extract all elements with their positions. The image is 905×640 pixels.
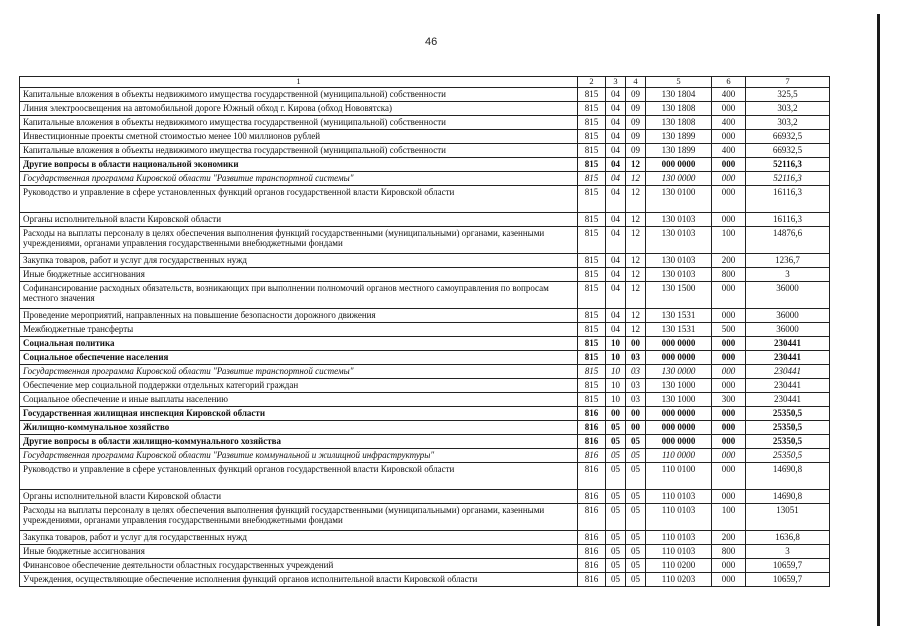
col-ved-code: 815 [578,281,606,308]
col-podrazdel: 03 [626,350,646,364]
col-amount: 25350,5 [746,420,830,434]
row-label: Межбюджетные трансферты [20,322,578,336]
col-amount: 36000 [746,308,830,322]
col-ved-code: 816 [578,489,606,503]
col-target-code: 130 1899 [646,143,712,157]
col-podrazdel: 12 [626,253,646,267]
col-ved-code: 815 [578,253,606,267]
col-ved-code: 815 [578,115,606,129]
col-ved-code: 815 [578,350,606,364]
col-podrazdel: 05 [626,462,646,489]
col-ved-code: 815 [578,87,606,101]
col-podrazdel: 05 [626,448,646,462]
table-row [20,530,830,544]
col-ved-code: 815 [578,392,606,406]
col-target-code: 000 0000 [646,157,712,171]
col-amount: 230441 [746,378,830,392]
col-razdel: 04 [606,212,626,226]
table-row [20,87,830,101]
col-expense-type: 000 [712,378,746,392]
table-row [20,336,830,350]
col-razdel: 05 [606,448,626,462]
col-amount: 16116,3 [746,185,830,212]
col-razdel: 10 [606,336,626,350]
table-row [20,350,830,364]
col-razdel: 10 [606,378,626,392]
col-expense-type: 300 [712,392,746,406]
col-expense-type: 400 [712,143,746,157]
table-row [20,157,830,171]
col-expense-type: 000 [712,185,746,212]
col-amount: 66932,5 [746,143,830,157]
col-amount: 25350,5 [746,448,830,462]
table-row [20,503,830,530]
col-razdel: 04 [606,267,626,281]
col-ved-code: 815 [578,101,606,115]
col-podrazdel: 03 [626,364,646,378]
col-razdel: 05 [606,434,626,448]
table-row [20,185,830,212]
col-podrazdel: 12 [626,171,646,185]
col-expense-type: 100 [712,503,746,530]
table-row [20,171,830,185]
col-razdel: 04 [606,157,626,171]
col-ved-code: 815 [578,129,606,143]
col-amount: 325,5 [746,87,830,101]
col-razdel: 04 [606,308,626,322]
col-razdel: 05 [606,558,626,572]
col-ved-code: 816 [578,544,606,558]
row-label: Государственная программа Кировской области "Развитие транспортной системы" [20,171,578,185]
col-target-code: 110 0200 [646,558,712,572]
row-label: Органы исполнительной власти Кировской области [20,489,578,503]
col-expense-type: 000 [712,281,746,308]
table-row [20,378,830,392]
col-amount: 14690,8 [746,489,830,503]
row-label: Руководство и управление в сфере установленных функций органов государственной власти Кировской области [20,462,578,489]
row-label: Иные бюджетные ассигнования [20,267,578,281]
col-expense-type: 200 [712,253,746,267]
col-razdel: 10 [606,392,626,406]
row-label: Жилищно-коммунальное хозяйство [20,420,578,434]
table-row [20,267,830,281]
col-razdel: 04 [606,185,626,212]
col-razdel: 05 [606,544,626,558]
col-razdel: 04 [606,171,626,185]
row-label: Капитальные вложения в объекты недвижимого имущества государственной (муниципальной) собственности [20,115,578,129]
col-expense-type: 000 [712,171,746,185]
header-cell: 1 [20,77,578,88]
col-expense-type: 000 [712,572,746,586]
col-target-code: 130 1531 [646,322,712,336]
table-row [20,226,830,253]
col-podrazdel: 12 [626,185,646,212]
col-amount: 16116,3 [746,212,830,226]
row-label: Другие вопросы в области национальной экономики [20,157,578,171]
col-target-code: 130 0103 [646,267,712,281]
row-label: Закупка товаров, работ и услуг для государственных нужд [20,530,578,544]
col-target-code: 110 0203 [646,572,712,586]
row-label: Социальное обеспечение населения [20,350,578,364]
col-podrazdel: 09 [626,143,646,157]
col-ved-code: 815 [578,364,606,378]
col-amount: 13051 [746,503,830,530]
col-amount: 3 [746,267,830,281]
col-podrazdel: 12 [626,212,646,226]
table-row [20,143,830,157]
col-razdel: 04 [606,129,626,143]
col-ved-code: 816 [578,503,606,530]
col-amount: 230441 [746,364,830,378]
col-amount: 25350,5 [746,434,830,448]
col-ved-code: 816 [578,572,606,586]
col-target-code: 130 0000 [646,364,712,378]
col-expense-type: 000 [712,350,746,364]
col-target-code: 130 1808 [646,101,712,115]
table-row [20,572,830,586]
col-amount: 36000 [746,281,830,308]
page-number: 46 [425,36,438,48]
col-expense-type: 000 [712,212,746,226]
col-expense-type: 000 [712,448,746,462]
col-target-code: 130 1000 [646,378,712,392]
col-podrazdel: 03 [626,392,646,406]
col-ved-code: 816 [578,462,606,489]
row-label: Софинансирование расходных обязательств, возникающих при выполнении полномочий органов местного самоуправления по вопросам местного значения [20,281,578,308]
col-razdel: 04 [606,253,626,267]
col-target-code: 000 0000 [646,336,712,350]
col-podrazdel: 05 [626,572,646,586]
table-row [20,434,830,448]
col-ved-code: 815 [578,212,606,226]
table-row [20,544,830,558]
col-razdel: 04 [606,143,626,157]
row-label: Органы исполнительной власти Кировской области [20,212,578,226]
col-podrazdel: 00 [626,406,646,420]
table-row [20,115,830,129]
scan-edge-line [877,14,880,626]
header-cell: 6 [712,77,746,88]
col-target-code: 000 0000 [646,434,712,448]
col-podrazdel: 09 [626,115,646,129]
row-label: Капитальные вложения в объекты недвижимого имущества государственной (муниципальной) собственности [20,87,578,101]
row-label: Другие вопросы в области жилищно-коммунального хозяйства [20,434,578,448]
table-row [20,253,830,267]
header-cell: 4 [626,77,646,88]
col-ved-code: 816 [578,530,606,544]
col-expense-type: 000 [712,434,746,448]
col-razdel: 05 [606,530,626,544]
row-label: Социальная политика [20,336,578,350]
col-razdel: 10 [606,350,626,364]
header-cell: 7 [746,77,830,88]
col-ved-code: 815 [578,267,606,281]
col-target-code: 130 1808 [646,115,712,129]
col-razdel: 04 [606,322,626,336]
col-expense-type: 500 [712,322,746,336]
col-amount: 1236,7 [746,253,830,267]
row-label: Инвестиционные проекты сметной стоимостью менее 100 миллионов рублей [20,129,578,143]
header-cell: 2 [578,77,606,88]
header-cell: 5 [646,77,712,88]
col-podrazdel: 12 [626,267,646,281]
table-row [20,322,830,336]
table-row [20,462,830,489]
col-ved-code: 815 [578,185,606,212]
col-expense-type: 400 [712,115,746,129]
table-row [20,489,830,503]
col-amount: 14876,6 [746,226,830,253]
row-label: Расходы на выплаты персоналу в целях обеспечения выполнения функций государственными (муниципальными) органами, казенными учреждениями, органами управления государственными внебюджетными фондами [20,503,578,530]
table-row [20,101,830,115]
row-label: Государственная программа Кировской области "Развитие коммунальной и жилищной инфраструктуры" [20,448,578,462]
col-podrazdel: 05 [626,503,646,530]
row-label: Обеспечение мер социальной поддержки отдельных категорий граждан [20,378,578,392]
col-ved-code: 816 [578,434,606,448]
col-ved-code: 816 [578,420,606,434]
col-amount: 66932,5 [746,129,830,143]
col-expense-type: 800 [712,544,746,558]
col-amount: 52116,3 [746,171,830,185]
col-razdel: 04 [606,226,626,253]
row-label: Государственная программа Кировской области "Развитие транспортной системы" [20,364,578,378]
col-target-code: 130 1899 [646,129,712,143]
col-target-code: 000 0000 [646,350,712,364]
col-expense-type: 000 [712,336,746,350]
col-podrazdel: 09 [626,87,646,101]
col-expense-type: 000 [712,462,746,489]
col-expense-type: 200 [712,530,746,544]
col-ved-code: 816 [578,448,606,462]
col-expense-type: 100 [712,226,746,253]
col-podrazdel: 03 [626,378,646,392]
row-label: Проведение мероприятий, направленных на повышение безопасности дорожного движения [20,308,578,322]
col-razdel: 05 [606,462,626,489]
table-row [20,448,830,462]
col-razdel: 05 [606,489,626,503]
col-expense-type: 000 [712,364,746,378]
col-amount: 230441 [746,392,830,406]
col-target-code: 000 0000 [646,406,712,420]
col-target-code: 130 0103 [646,212,712,226]
col-podrazdel: 09 [626,129,646,143]
col-target-code: 110 0103 [646,489,712,503]
col-target-code: 110 0103 [646,544,712,558]
col-podrazdel: 05 [626,434,646,448]
col-ved-code: 815 [578,322,606,336]
row-label: Расходы на выплаты персоналу в целях обеспечения выполнения функций государственными (муниципальными) органами, казенными учреждениями, органами управления государственными внебюджетными фондами [20,226,578,253]
col-amount: 36000 [746,322,830,336]
table-row [20,129,830,143]
col-razdel: 05 [606,572,626,586]
col-podrazdel: 12 [626,157,646,171]
table-row [20,308,830,322]
col-amount: 230441 [746,336,830,350]
col-amount: 3 [746,544,830,558]
col-target-code: 110 0103 [646,530,712,544]
col-expense-type: 000 [712,308,746,322]
col-expense-type: 000 [712,157,746,171]
col-ved-code: 815 [578,157,606,171]
row-label: Социальное обеспечение и иные выплаты населению [20,392,578,406]
table-row [20,420,830,434]
col-target-code: 130 1804 [646,87,712,101]
table-row [20,281,830,308]
col-expense-type: 000 [712,129,746,143]
col-target-code: 130 0000 [646,171,712,185]
col-expense-type: 000 [712,420,746,434]
col-amount: 52116,3 [746,157,830,171]
row-label: Руководство и управление в сфере установленных функций органов государственной власти Кировской области [20,185,578,212]
col-podrazdel: 05 [626,544,646,558]
col-target-code: 130 0100 [646,185,712,212]
col-podrazdel: 12 [626,308,646,322]
col-podrazdel: 12 [626,322,646,336]
col-amount: 25350,5 [746,406,830,420]
row-label: Линия электроосвещения на автомобильной дороге Южный обход г. Кирова (обход Нововятска) [20,101,578,115]
table-row [20,406,830,420]
col-ved-code: 815 [578,378,606,392]
row-label: Капитальные вложения в объекты недвижимого имущества государственной (муниципальной) собственности [20,143,578,157]
col-target-code: 130 0103 [646,253,712,267]
col-expense-type: 000 [712,558,746,572]
table-row [20,392,830,406]
row-label: Финансовое обеспечение деятельности областных государственных учреждений [20,558,578,572]
col-expense-type: 800 [712,267,746,281]
col-amount: 10659,7 [746,572,830,586]
row-label: Учреждения, осуществляющие обеспечение исполнения функций органов исполнительной власти Кировской области [20,572,578,586]
col-razdel: 04 [606,115,626,129]
col-razdel: 00 [606,406,626,420]
col-target-code: 130 1531 [646,308,712,322]
col-ved-code: 815 [578,171,606,185]
col-podrazdel: 05 [626,558,646,572]
col-expense-type: 000 [712,101,746,115]
col-expense-type: 000 [712,489,746,503]
col-podrazdel: 05 [626,530,646,544]
table-row [20,212,830,226]
col-target-code: 110 0103 [646,503,712,530]
row-label: Государственная жилищная инспекция Кировской области [20,406,578,420]
col-razdel: 05 [606,420,626,434]
table-row [20,558,830,572]
col-amount: 230441 [746,350,830,364]
col-amount: 303,2 [746,115,830,129]
row-label: Иные бюджетные ассигнования [20,544,578,558]
col-ved-code: 815 [578,226,606,253]
col-expense-type: 400 [712,87,746,101]
col-razdel: 04 [606,101,626,115]
col-razdel: 10 [606,364,626,378]
col-ved-code: 815 [578,336,606,350]
col-razdel: 05 [606,503,626,530]
col-podrazdel: 00 [626,420,646,434]
col-expense-type: 000 [712,406,746,420]
col-podrazdel: 12 [626,281,646,308]
table-header-row [20,77,830,88]
col-target-code: 110 0000 [646,448,712,462]
col-target-code: 110 0100 [646,462,712,489]
col-ved-code: 816 [578,406,606,420]
col-amount: 14690,8 [746,462,830,489]
col-razdel: 04 [606,87,626,101]
col-razdel: 04 [606,281,626,308]
col-ved-code: 816 [578,558,606,572]
col-podrazdel: 12 [626,226,646,253]
col-target-code: 000 0000 [646,420,712,434]
col-amount: 303,2 [746,101,830,115]
budget-table [19,76,830,587]
col-podrazdel: 09 [626,101,646,115]
col-target-code: 130 1000 [646,392,712,406]
col-amount: 10659,7 [746,558,830,572]
header-cell: 3 [606,77,626,88]
col-target-code: 130 1500 [646,281,712,308]
table-row [20,364,830,378]
col-amount: 1636,8 [746,530,830,544]
row-label: Закупка товаров, работ и услуг для государственных нужд [20,253,578,267]
col-target-code: 130 0103 [646,226,712,253]
col-ved-code: 815 [578,308,606,322]
col-podrazdel: 05 [626,489,646,503]
col-podrazdel: 00 [626,336,646,350]
col-ved-code: 815 [578,143,606,157]
